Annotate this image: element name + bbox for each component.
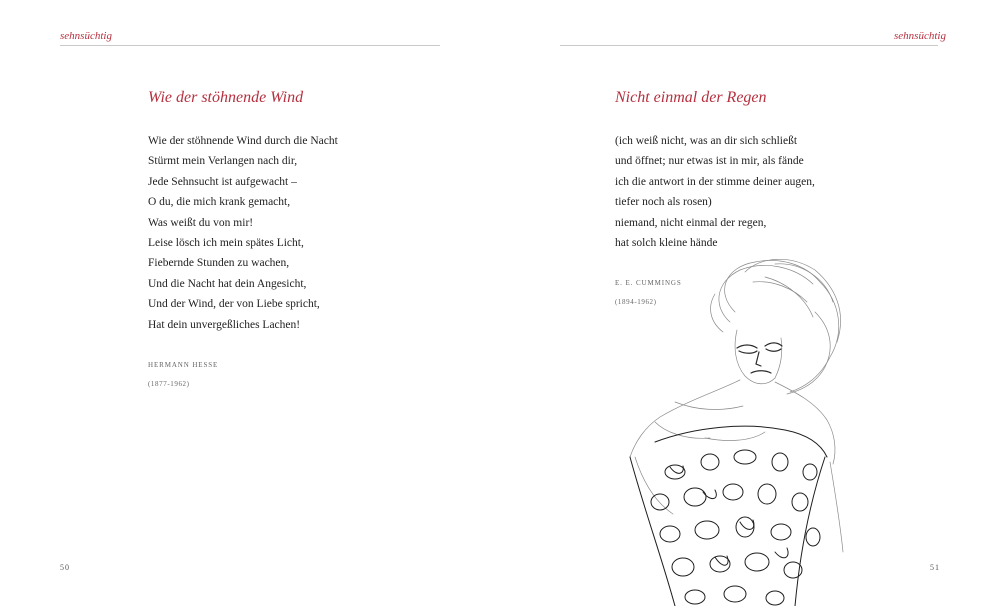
poem-title-right: Nicht einmal der Regen bbox=[615, 89, 767, 106]
author-name-right: E. E. CUMMINGS bbox=[615, 279, 682, 287]
poem-line: (ich weiß nicht, was an dir sich schließt bbox=[615, 135, 798, 147]
poem-line: Hat dein unvergeßliches Lachen! bbox=[148, 318, 301, 331]
woman-sketch-illustration bbox=[615, 252, 850, 606]
author-years-left: (1877-1962) bbox=[148, 380, 190, 388]
poem-text-right bbox=[615, 131, 815, 253]
poem-line: Stürmt mein Verlangen nach dir, bbox=[148, 155, 298, 168]
header-rule-right bbox=[560, 45, 938, 46]
poem-line: Und der Wind, der von Liebe spricht, bbox=[148, 298, 320, 311]
author-name-left: HERMANN HESSE bbox=[148, 361, 219, 369]
page-number-right: 51 bbox=[930, 563, 940, 572]
header-rule-left bbox=[60, 45, 440, 46]
poem-line: ich die antwort in der stimme deiner augen, bbox=[615, 175, 815, 188]
poem-line: Fiebernde Stunden zu wachen, bbox=[148, 257, 290, 270]
running-head-right: sehnsüchtig bbox=[894, 30, 946, 42]
poem-line: Und die Nacht hat dein Angesicht, bbox=[148, 277, 307, 290]
poem-text-left bbox=[148, 131, 338, 335]
page-number-left: 50 bbox=[60, 563, 70, 572]
poem-line: Was weißt du von mir! bbox=[148, 216, 254, 229]
poem-line: Leise lösch ich mein spätes Licht, bbox=[148, 237, 304, 250]
running-head-left: sehnsüchtig bbox=[60, 30, 112, 42]
poem-line: O du, die mich krank gemacht, bbox=[148, 196, 291, 209]
poem-line: Jede Sehnsucht ist aufgewacht – bbox=[148, 175, 297, 188]
poem-line: Wie der stöhnende Wind durch die Nacht bbox=[148, 135, 338, 147]
poem-line: und öffnet; nur etwas ist in mir, als fände bbox=[615, 155, 804, 168]
poem-title-left: Wie der stöhnende Wind bbox=[148, 89, 304, 106]
poem-line: niemand, nicht einmal der regen, bbox=[615, 216, 767, 229]
author-years-right: (1894-1962) bbox=[615, 298, 657, 306]
poem-line: hat solch kleine hände bbox=[615, 237, 718, 250]
poem-line: tiefer noch als rosen) bbox=[615, 196, 712, 209]
